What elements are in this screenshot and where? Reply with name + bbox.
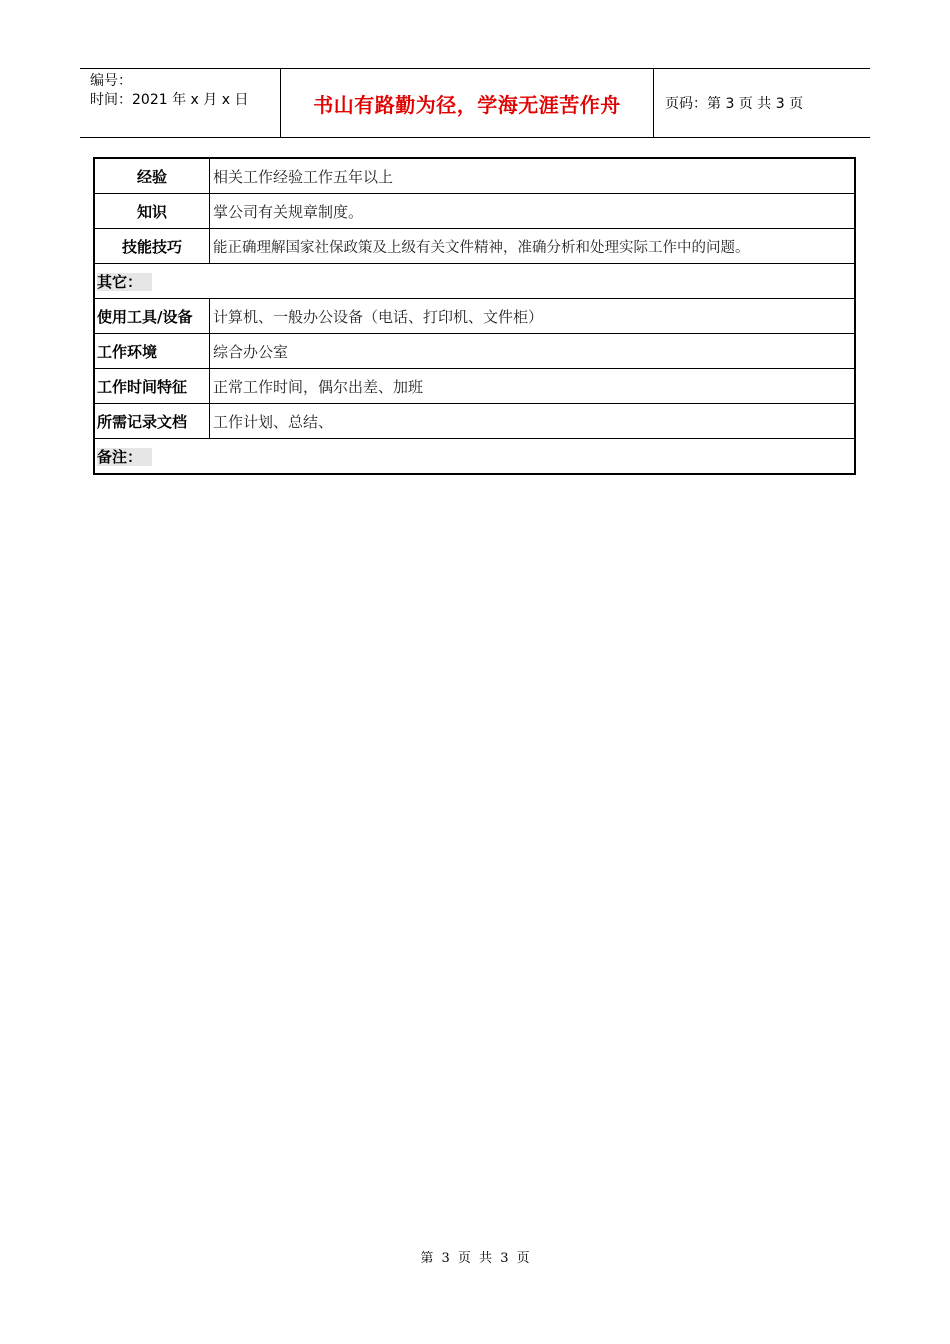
table-row <box>94 264 855 299</box>
section-notes-label: 备注： <box>97 448 152 466</box>
page-footer: 第 3 页 共 3 页 <box>420 1251 530 1266</box>
table-row <box>94 369 855 404</box>
date-line: 时间：2021 年 x 月 x 日 <box>90 92 249 108</box>
row-label-knowledge: 知识 <box>94 194 210 229</box>
section-other-label: 其它： <box>97 273 152 291</box>
row-value-records: 工作计划、总结、 <box>210 404 856 439</box>
row-value-work-time: 正常工作时间，偶尔出差、加班 <box>210 369 856 404</box>
row-label-environment: 工作环境 <box>94 334 210 369</box>
table-row <box>94 334 855 369</box>
table-row <box>94 158 855 194</box>
table-row <box>94 404 855 439</box>
page-header <box>80 68 870 138</box>
table-row <box>94 229 855 264</box>
serial-number-label: 编号： <box>90 73 132 89</box>
row-value-tools: 计算机、一般办公设备（电话、打印机、文件柜） <box>210 299 856 334</box>
row-label-skills: 技能技巧 <box>94 229 210 264</box>
table-row <box>94 439 855 475</box>
header-motto: 书山有路勤为径，学海无涯苦作舟 <box>281 69 654 137</box>
table-row <box>94 299 855 334</box>
row-label-work-time: 工作时间特征 <box>94 369 210 404</box>
row-value-knowledge: 掌公司有关规章制度。 <box>210 194 856 229</box>
table-row <box>94 194 855 229</box>
row-label-tools: 使用工具/设备 <box>94 299 210 334</box>
header-meta <box>80 69 281 137</box>
section-other <box>94 264 855 299</box>
row-value-experience: 相关工作经验工作五年以上 <box>210 158 856 194</box>
row-value-skills: 能正确理解国家社保政策及上级有关文件精神，准确分析和处理实际工作中的问题。 <box>210 229 856 264</box>
header-page-info: 页码：第 3 页 共 3 页 <box>665 96 804 112</box>
section-notes <box>94 439 855 475</box>
row-label-records: 所需记录文档 <box>94 404 210 439</box>
row-label-experience: 经验 <box>94 158 210 194</box>
row-value-environment: 综合办公室 <box>210 334 856 369</box>
job-description-table <box>93 157 856 475</box>
